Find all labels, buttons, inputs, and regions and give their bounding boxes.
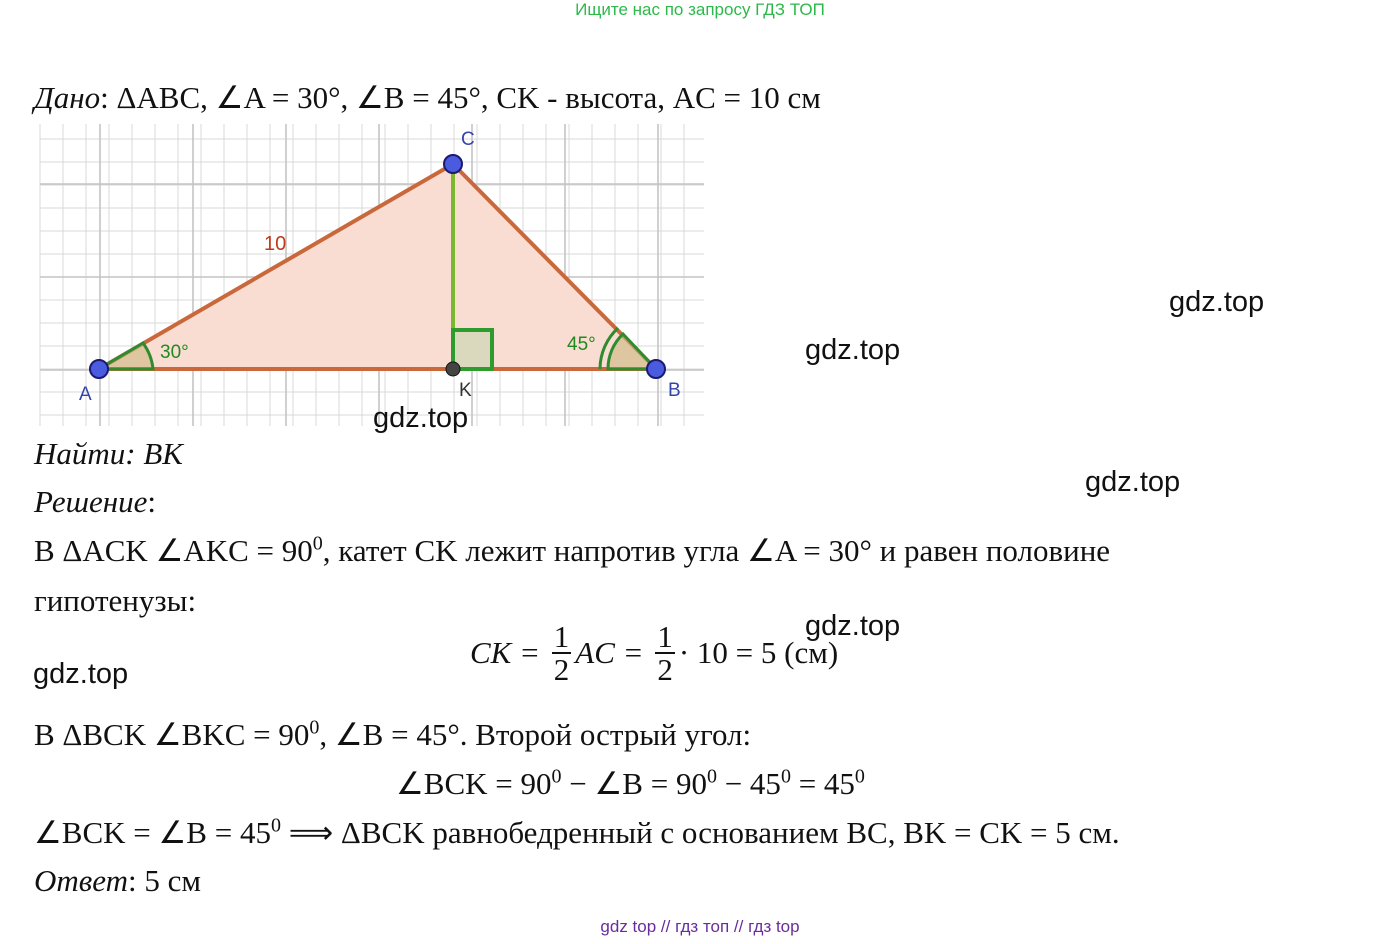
watermark: gdz.top (373, 402, 469, 434)
top-banner: Ищите нас по запросу ГДЗ ТОП (575, 0, 825, 19)
eq1-tail: · 10 = 5 (см) (678, 635, 839, 671)
solution-line-4: ∠BCK = ∠B = $45^0$ ⟹ ΔBCK равнобедренный с основанием BC, BK = CK = 5 см. (34, 814, 1120, 850)
angle-a-label: 30° (160, 342, 189, 363)
line1-sup: 0 (312, 532, 323, 555)
equation-bck: ∠BCK = $90^0$ − ∠B = $90^0 - 45^0 = 45^0$ (396, 765, 865, 801)
solution-line (34, 484, 156, 520)
eq1-fraction-2: $\frac{1}{2}$ (657, 619, 673, 687)
find-text: : BK (125, 436, 183, 471)
point-k-label: K (459, 380, 472, 401)
line1-part2: , катет CK лежит напротив угла ∠A = 30° и равен половине (322, 533, 1111, 568)
line3-sup: 0 (309, 716, 320, 739)
watermark: gdz.top (805, 610, 901, 642)
solution-line-3 (34, 717, 751, 753)
point-c-label: C (461, 129, 475, 150)
point-a (90, 360, 108, 378)
solution-label: Решение (34, 484, 148, 519)
answer-label: Ответ (34, 863, 128, 898)
given-text: : ΔABC, ∠A = 30°, ∠B = 45°, CK - высота, AC = 10 см (100, 80, 821, 115)
angle-b-label: 45° (567, 334, 596, 355)
point-k (446, 362, 460, 376)
triangle-figure (36, 124, 708, 426)
equation-ck (470, 619, 839, 688)
find-line (34, 436, 183, 472)
find-label: Найти (34, 436, 126, 471)
line3-part1: В ΔBCK ∠BKC = 90 (34, 717, 310, 752)
answer-text: : 5 см (127, 863, 201, 898)
solution-line-2: гипотенузы: (34, 583, 197, 618)
point-c (444, 155, 462, 173)
point-a-label: A (79, 384, 92, 405)
eq1-mid: AC = (575, 635, 644, 671)
given-line (34, 80, 821, 116)
point-b-label: B (668, 380, 681, 401)
answer-line (34, 863, 201, 899)
watermark: gdz.top (33, 658, 129, 690)
footer: gdz top // гдз топ // гдз top (600, 917, 800, 936)
point-b (647, 360, 665, 378)
right-angle-mark (453, 330, 492, 369)
solution-line-1 (34, 533, 1110, 569)
eq1-lhs: CK = (470, 635, 541, 671)
eq1-fraction-1: $\frac{1}{2}$ (553, 619, 570, 687)
watermark: gdz.top (805, 334, 901, 366)
watermark: gdz.top (1085, 466, 1181, 498)
given-label: Дано (34, 80, 101, 115)
line3-part2: , ∠B = 45°. Второй острый угол: (319, 717, 752, 752)
watermark: gdz.top (1169, 286, 1265, 318)
line1-part1: В ΔACK ∠AKC = 90 (34, 533, 313, 568)
side-ac-label: 10 (264, 233, 287, 255)
solution-colon: : (147, 484, 156, 519)
